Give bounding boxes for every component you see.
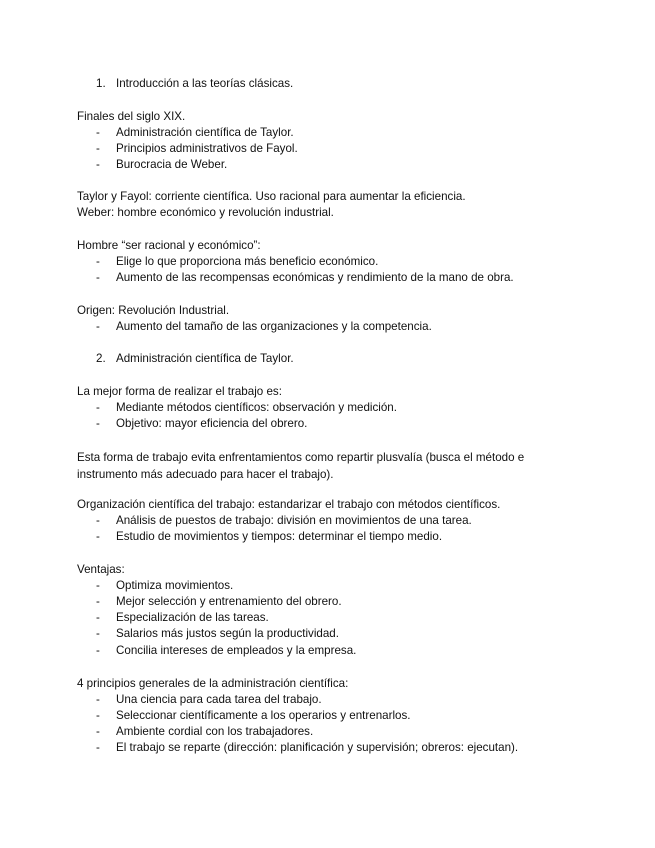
paragraph: Esta forma de trabajo evita enfrentamientos como repartir plusvalía (busca el método e instrumento más adecuado para hacer el trabajo). (77, 451, 525, 481)
list-number: 1. (96, 77, 106, 90)
bullet-marker: - (96, 401, 100, 414)
bullet-marker: - (96, 142, 100, 155)
bullet-item: Especialización de las tareas. (116, 611, 269, 624)
bullet-item: Burocracia de Weber. (116, 158, 228, 171)
paragraph-line: Taylor y Fayol: corriente científica. Uso racional para aumentar la eficiencia. (77, 190, 466, 203)
bullet-item: Mediante métodos científicos: observación y medición. (116, 401, 397, 414)
paragraph-heading: Hombre “ser racional y económico”: (77, 239, 261, 252)
bullet-marker: - (96, 741, 100, 754)
section-title: Introducción a las teorías clásicas. (116, 77, 294, 90)
bullet-item: Administración científica de Taylor. (116, 126, 294, 139)
bullet-marker: - (96, 417, 100, 430)
bullet-item: Concilia intereses de empleados y la empresa. (116, 644, 357, 657)
bullet-marker: - (96, 158, 100, 171)
bullet-item: Una ciencia para cada tarea del trabajo. (116, 693, 322, 706)
bullet-item: Seleccionar científicamente a los operarios y entrenarlos. (116, 709, 411, 722)
bullet-item: Salarios más justos según la productividad. (116, 627, 339, 640)
paragraph-heading: 4 principios generales de la administración científica: (77, 677, 349, 690)
paragraph-line: Weber: hombre económico y revolución industrial. (77, 206, 334, 219)
bullet-marker: - (96, 255, 100, 268)
bullet-item: Aumento de las recompensas económicas y rendimiento de la mano de obra. (116, 271, 514, 284)
bullet-item: Aumento del tamaño de las organizaciones y la competencia. (116, 320, 432, 333)
bullet-marker: - (96, 644, 100, 657)
paragraph-heading: Finales del siglo XIX. (77, 110, 186, 123)
bullet-item: El trabajo se reparte (dirección: planificación y supervisión; obreros: ejecutan). (116, 741, 519, 754)
bullet-marker: - (96, 126, 100, 139)
bullet-marker: - (96, 627, 100, 640)
bullet-item: Mejor selección y entrenamiento del obrero. (116, 595, 342, 608)
bullet-item: Elige lo que proporciona más beneficio económico. (116, 255, 379, 268)
bullet-item: Ambiente cordial con los trabajadores. (116, 725, 314, 738)
bullet-marker: - (96, 611, 100, 624)
bullet-item: Análisis de puestos de trabajo: división en movimientos de una tarea. (116, 514, 472, 527)
bullet-marker: - (96, 271, 100, 284)
bullet-marker: - (96, 595, 100, 608)
bullet-item: Estudio de movimientos y tiempos: determinar el tiempo medio. (116, 530, 443, 543)
bullet-marker: - (96, 514, 100, 527)
bullet-marker: - (96, 579, 100, 592)
bullet-item: Optimiza movimientos. (116, 579, 234, 592)
list-number: 2. (96, 352, 106, 365)
bullet-item: Objetivo: mayor eficiencia del obrero. (116, 417, 308, 430)
bullet-marker: - (96, 693, 100, 706)
bullet-marker: - (96, 530, 100, 543)
bullet-marker: - (96, 725, 100, 738)
paragraph-heading: Organización científica del trabajo: estandarizar el trabajo con métodos científicos. (77, 498, 501, 511)
bullet-marker: - (96, 320, 100, 333)
section-title: Administración científica de Taylor. (116, 352, 294, 365)
paragraph-heading: La mejor forma de realizar el trabajo es: (77, 385, 282, 398)
paragraph-heading: Ventajas: (77, 563, 125, 576)
paragraph-heading: Origen: Revolución Industrial. (77, 304, 230, 317)
bullet-marker: - (96, 709, 100, 722)
bullet-item: Principios administrativos de Fayol. (116, 142, 298, 155)
